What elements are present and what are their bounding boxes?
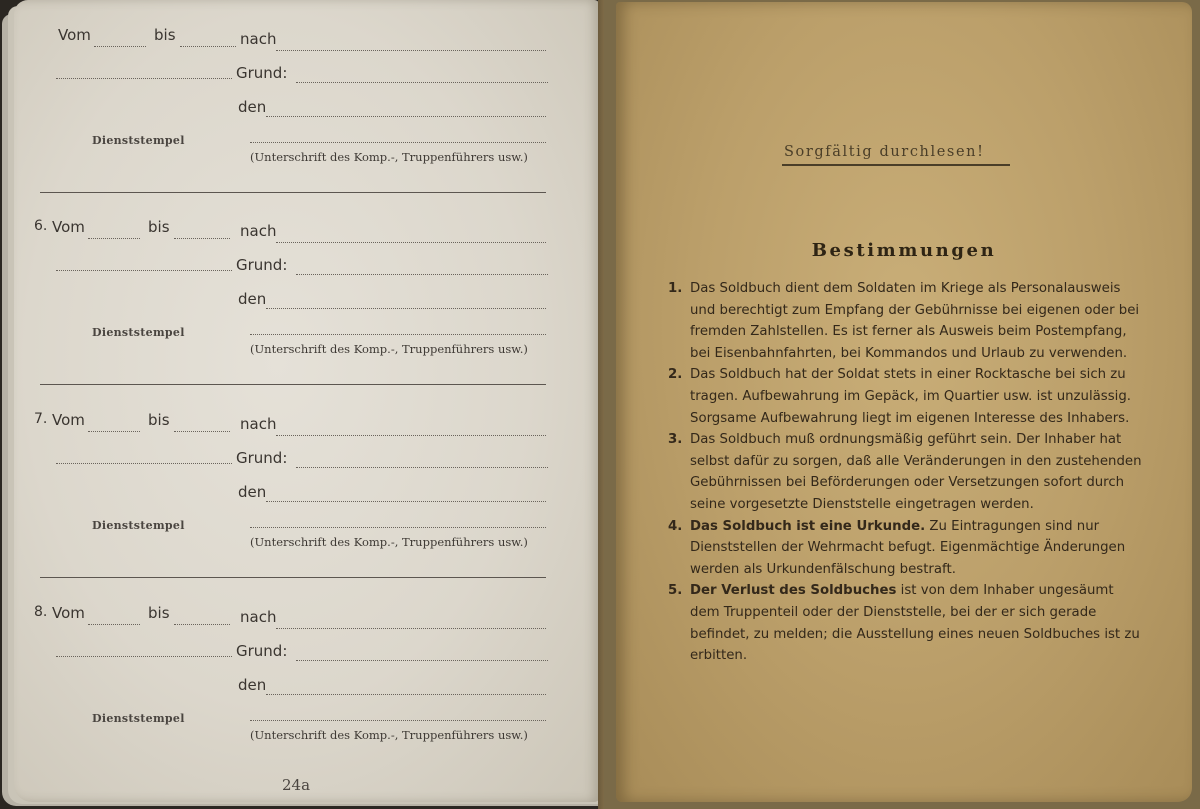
block-divider [40,192,546,193]
den-field[interactable] [266,308,546,309]
transfer-entry-block [14,600,600,790]
signature-caption: (Unterschrift des Komp.-, Truppenführers usw.) [250,150,528,164]
den-field[interactable] [266,501,546,502]
signature-caption: (Unterschrift des Komp.-, Truppenführers usw.) [250,535,528,549]
right-page [616,2,1192,802]
regulation-number: 4. [668,518,683,534]
den-field[interactable] [266,694,546,695]
signature-field[interactable] [250,527,546,528]
grund-label: Grund: [236,256,288,274]
bis-field[interactable] [174,238,230,239]
signature-caption: (Unterschrift des Komp.-, Truppenführers usw.) [250,342,528,356]
nach-field[interactable] [276,435,546,436]
entry-number: 8. [34,604,48,620]
regulation-text: Zu Eintragungen sind nur Dienststellen der Wehrmacht befugt. Eigenmächtige Änderungen werden als Urkundenfälschung bestraft. [690,518,1126,577]
read-carefully-heading: Sorgfältig durchlesen! [784,144,985,160]
grund-left-field[interactable] [56,270,232,271]
vom-label: Vom [52,604,85,622]
signature-field[interactable] [250,720,546,721]
block-divider [40,577,546,578]
heading-underline [782,164,1010,166]
regulation-item [668,278,1146,364]
regulation-number: 1. [668,281,683,296]
regulation-item [668,580,1146,666]
regulations-title: Bestimmungen [811,240,997,261]
nach-label: nach [240,415,277,433]
transfer-entry-block [14,407,600,597]
page-number: 24a [282,776,311,794]
grund-left-field[interactable] [56,656,232,657]
regulation-text: Das Soldbuch muß ordnungsmäßig geführt sein. Der Inhaber hat selbst dafür zu sorgen, daß alle Veränderungen in den zustehenden Gebührnissen bei Beförderungen oder Versetzungen sofort durch seine vorgesetzte Dienststelle eingetragen werden. [690,432,1142,512]
regulation-lead: Der Verlust des Soldbuches [690,583,897,599]
vom-label: Vom [58,26,91,44]
signature-field[interactable] [250,142,546,143]
regulation-item [668,429,1146,515]
service-stamp-label: Dienststempel [92,712,185,725]
vom-field[interactable] [94,46,146,47]
grund-field[interactable] [296,274,548,275]
bis-field[interactable] [174,624,230,625]
nach-label: nach [240,222,277,240]
left-page [14,0,600,802]
grund-field[interactable] [296,467,548,468]
service-stamp-label: Dienststempel [92,134,185,147]
bis-field[interactable] [174,431,230,432]
grund-field[interactable] [296,82,548,83]
regulation-item [668,364,1146,429]
bis-label: bis [148,411,170,429]
regulation-text: ist von dem Inhaber ungesäumt dem Truppenteil oder der Dienststelle, bei der er sich gerade befindet, zu melden; die Ausstellung eines neuen Soldbuches ist zu erbitten. [690,583,1140,664]
regulation-text: Das Soldbuch dient dem Soldaten im Kriege als Personalausweis und berechtigt zum Empfang der Gebührnisse bei eigenen oder bei fremden Zahlstellen. Es ist ferner als Ausweis beim Postempfang, bei Eisenbahnfahrten, bei Kommandos und Urlaub zu verwenden. [690,281,1140,361]
bis-field[interactable] [180,46,236,47]
service-stamp-label: Dienststempel [92,519,185,532]
transfer-entry-block [14,22,600,212]
grund-left-field[interactable] [56,78,232,79]
vom-label: Vom [52,411,85,429]
vom-field[interactable] [88,238,140,239]
regulation-number: 3. [668,432,683,448]
nach-label: nach [240,30,277,48]
grund-label: Grund: [236,642,288,660]
regulation-text: Das Soldbuch hat der Soldat stets in einer Rocktasche bei sich zu tragen. Aufbewahrung im Gepäck, im Quartier usw. ist unzulässig. Sorgsame Aufbewahrung liegt im eigenen Interesse des Inhabers. [690,367,1132,426]
den-field[interactable] [266,116,546,117]
signature-field[interactable] [250,334,546,335]
bis-label: bis [154,26,176,44]
grund-field[interactable] [296,660,548,661]
vom-label: Vom [52,218,85,236]
nach-field[interactable] [276,242,546,243]
nach-field[interactable] [276,50,546,51]
entry-number: 6. [34,218,48,234]
regulation-item [668,516,1146,581]
grund-left-field[interactable] [56,463,232,464]
den-label: den [238,676,267,694]
bis-label: bis [148,604,170,622]
vom-field[interactable] [88,624,140,625]
nach-field[interactable] [276,628,546,629]
block-divider [40,384,546,385]
vom-field[interactable] [88,431,140,432]
bis-label: bis [148,218,170,236]
regulation-lead: Das Soldbuch ist eine Urkunde. [690,518,926,534]
grund-label: Grund: [236,449,288,467]
den-label: den [238,290,267,308]
transfer-entry-block [14,214,600,404]
nach-label: nach [240,608,277,626]
den-label: den [238,98,267,116]
den-label: den [238,483,267,501]
signature-caption: (Unterschrift des Komp.-, Truppenführers usw.) [250,728,528,742]
regulation-number: 2. [668,367,683,383]
grund-label: Grund: [236,64,288,82]
regulations-list [668,278,1146,667]
entry-number: 7. [34,411,48,427]
regulation-number: 5. [668,583,683,599]
service-stamp-label: Dienststempel [92,326,185,339]
